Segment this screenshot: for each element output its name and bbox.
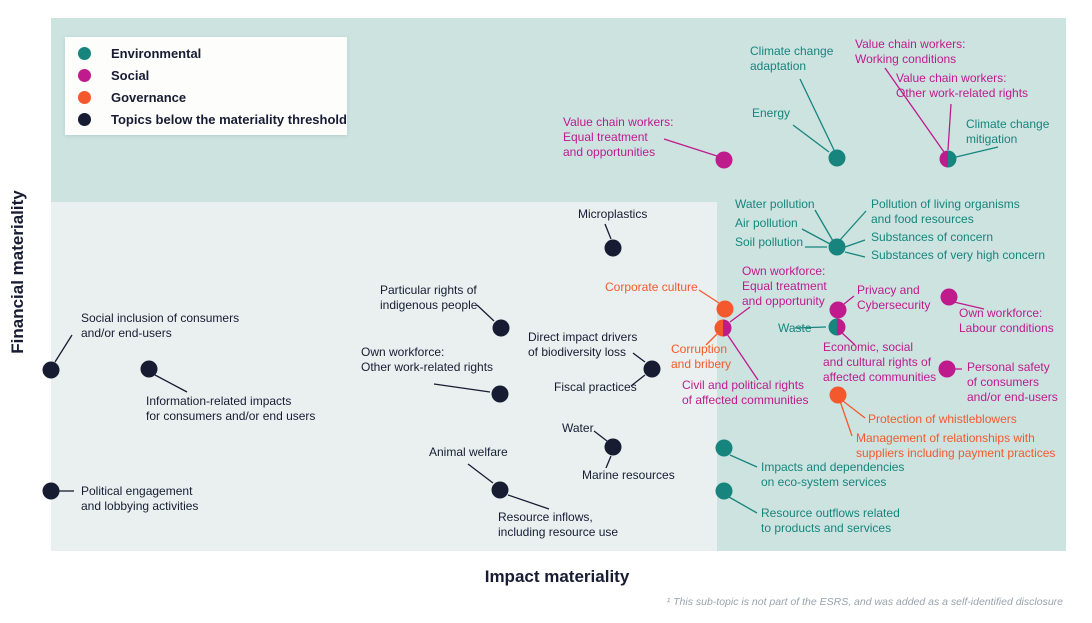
legend-label: Social (111, 67, 150, 83)
data-point[interactable] (716, 152, 733, 169)
legend-label: Governance (111, 89, 187, 105)
data-point[interactable] (939, 361, 956, 378)
data-point-circle (605, 439, 622, 456)
data-point[interactable] (492, 386, 509, 403)
data-point[interactable] (493, 320, 510, 337)
data-point-circle (829, 239, 846, 256)
data-point-circle (644, 361, 661, 378)
topic-label: Soil pollution (735, 235, 804, 249)
legend-item-below_threshold (78, 108, 347, 130)
footnote: ¹ This sub-topic is not part of the ESRS, and was added as a self-identified disclosure (666, 596, 1063, 608)
data-point[interactable] (492, 482, 509, 499)
topic-label: Corporate culture (605, 280, 698, 294)
topic-label: Corruption and bribery (671, 342, 732, 371)
data-point[interactable] (829, 150, 846, 167)
topic-label: Protection of whistleblowers (868, 412, 1017, 426)
topic-label: Information-related impacts for consumers and/or end users (146, 394, 316, 423)
data-point[interactable] (830, 302, 847, 319)
legend (65, 37, 347, 135)
topic-label: Political engagement and lobbying activities (81, 484, 199, 513)
legend-label: Environmental (111, 45, 202, 61)
legend-label: Topics below the materiality threshold (111, 111, 347, 127)
data-point-circle (492, 482, 509, 499)
topic-label: Own workforce: Other work-related rights (361, 345, 494, 374)
topic-label: Resource outflows related to products and services (761, 506, 900, 535)
data-point[interactable] (605, 439, 622, 456)
topic-label: Civil and political rights of affected communities (682, 378, 809, 407)
topic-label: Water pollution (735, 197, 815, 211)
legend-dot-icon (78, 69, 91, 82)
data-point-circle (43, 483, 60, 500)
data-point-circle (716, 152, 733, 169)
data-point[interactable] (940, 151, 957, 168)
data-point[interactable] (43, 483, 60, 500)
topic-label: Microplastics (578, 207, 648, 221)
topic-label: Fiscal practices (554, 380, 637, 394)
topic-label: Value chain workers: Equal treatment and opportunities (563, 115, 674, 159)
topic-label: Direct impact drivers of biodiversity loss (528, 330, 638, 359)
topic-label: Particular rights of indigenous people (380, 283, 478, 312)
data-point-circle (830, 387, 847, 404)
data-point-circle (716, 440, 733, 457)
data-point[interactable] (716, 440, 733, 457)
data-point-circle (716, 483, 733, 500)
legend-dot-icon (78, 47, 91, 60)
legend-item-governance (78, 86, 347, 108)
topic-label: Energy (752, 106, 791, 120)
legend-item-environmental (78, 42, 347, 64)
legend-dot-icon (78, 91, 91, 104)
topic-label: Air pollution (735, 216, 798, 230)
data-point-circle (717, 301, 734, 318)
data-point-circle (492, 386, 509, 403)
data-point[interactable] (829, 239, 846, 256)
topic-label: Climate change mitigation (966, 117, 1050, 146)
y-axis-label: Financial materiality (8, 190, 27, 354)
topic-label: Waste (778, 321, 812, 335)
data-point-circle (605, 240, 622, 257)
data-point-circle (829, 150, 846, 167)
topic-label: Substances of very high concern (871, 248, 1046, 262)
topic-label: Economic, social and cultural rights of affected communities (823, 340, 937, 384)
topic-label: Climate change adaptation (750, 44, 834, 73)
topic-label: Value chain workers: Working conditions (855, 37, 966, 66)
data-point-circle (493, 320, 510, 337)
topic-label: Management of relationships with suppliers including payment practices (856, 431, 1056, 460)
topic-label: Own workforce: Labour conditions (959, 306, 1054, 335)
data-point[interactable] (717, 301, 734, 318)
topic-label: Value chain workers: Other work-related rights (896, 71, 1029, 100)
topic-label: Own workforce: Equal treatment and opportunity (742, 264, 827, 308)
data-point[interactable] (644, 361, 661, 378)
topic-label: Privacy and Cybersecurity (857, 283, 931, 312)
data-point[interactable] (829, 319, 846, 336)
data-point[interactable] (830, 387, 847, 404)
data-point-circle (141, 361, 158, 378)
topic-label: Marine resources (582, 468, 675, 482)
topic-label: Pollution of living organisms and food resources (871, 197, 1020, 226)
data-point[interactable] (716, 483, 733, 500)
topic-label: Resource inflows, including resource use (498, 510, 619, 539)
topic-label: Impacts and dependencies on eco-system services (761, 460, 905, 489)
topic-label: Personal safety of consumers and/or end-users (967, 360, 1058, 404)
x-axis-label: Impact materiality (484, 567, 630, 586)
data-point-circle (941, 289, 958, 306)
data-point-circle (43, 362, 60, 379)
data-point[interactable] (941, 289, 958, 306)
topic-label: Water (562, 421, 594, 435)
topic-label: Social inclusion of consumers and/or end-users (81, 311, 240, 340)
data-point[interactable] (715, 320, 732, 337)
legend-dot-icon (78, 113, 91, 126)
data-point-circle (939, 361, 956, 378)
data-point[interactable] (605, 240, 622, 257)
legend-item-social (78, 64, 347, 86)
topic-label: Animal welfare (429, 445, 508, 459)
data-point[interactable] (141, 361, 158, 378)
topic-label: Substances of concern (871, 230, 994, 244)
data-point[interactable] (43, 362, 60, 379)
data-point-circle (830, 302, 847, 319)
